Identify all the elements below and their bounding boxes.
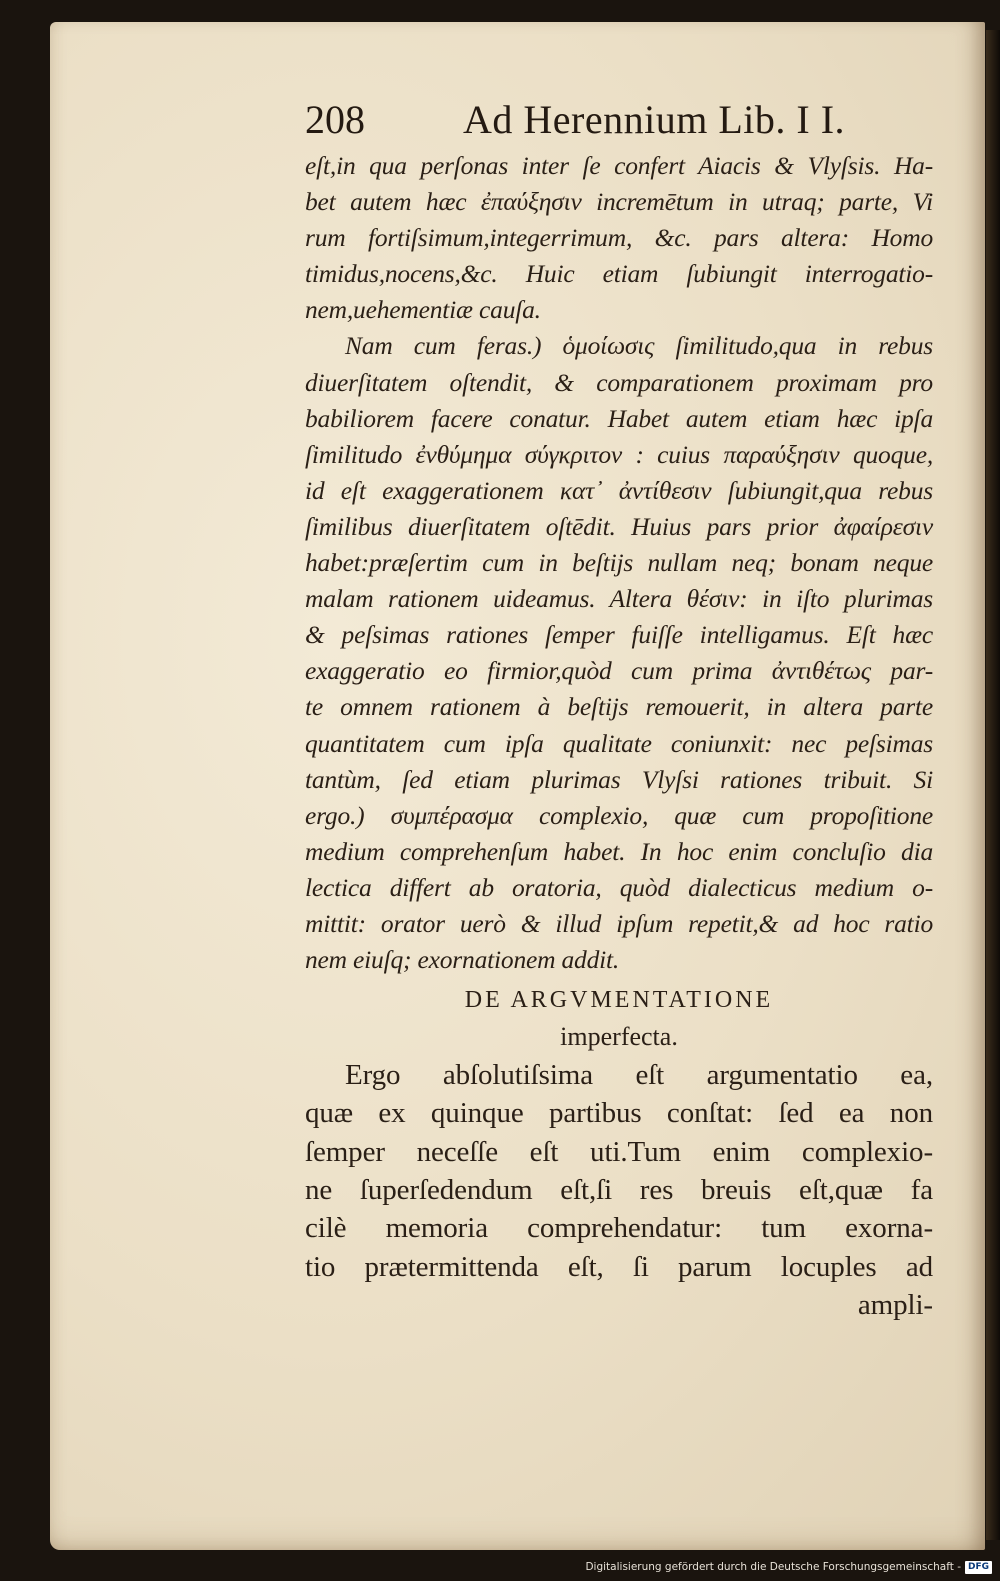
text-line: nem eiuſq; exornationem addit. (305, 945, 620, 975)
text-line: timidus,nocens,&c. Huic etiam ſubiungit interrogatio- (305, 259, 933, 289)
text-line: tantùm, ſed etiam plurimas Vlyſsi rationes tribuit. Si (305, 764, 933, 794)
page-number: 208 (305, 97, 365, 142)
credit-text: Digitalisierung gefördert durch die Deutsche Forschungsgemeinschaft - (585, 1561, 961, 1573)
text-line: ne ſuperſedendum eſt,ſi res breuis eſt,quæ fa (305, 1174, 933, 1207)
running-title: Ad Herennium Lib. I I. (463, 97, 846, 142)
text-line: quantitatem cum ipſa qualitate coniunxit: nec peſsimas (305, 728, 933, 758)
section-heading: DE ARGVMENTATIONE (464, 987, 774, 1014)
text-line: & peſsimas rationes ſemper fuiſſe intelligamus. Eſt hæc (305, 620, 933, 650)
text-line: diuerſitatem oſtendit, & comparationem proximam pro (305, 367, 933, 397)
text-line: quæ ex quinque partibus conſtat: ſed ea non (305, 1097, 933, 1130)
text-line: tio prætermittenda eſt, ſi parum locuples ad (305, 1250, 933, 1283)
text-line: cilè memoria comprehendatur: tum exorna- (305, 1212, 933, 1245)
text-line: ſemper neceſſe eſt uti.Tum enim complexio- (305, 1135, 933, 1168)
text-line: eſt,in qua perſonas inter ſe confert Aiacis & Vlyſsis. Ha- (305, 151, 933, 180)
text-line: te omnem rationem à beſtijs remouerit, in altera parte (305, 692, 933, 722)
section-subheading: imperfecta. (560, 1022, 678, 1052)
digitization-credit (585, 1559, 992, 1575)
book-gutter-shadow (986, 30, 1000, 1540)
text-block (305, 148, 933, 1324)
text-line: malam rationem uideamus. Altera θέσιν: in iſto plurimas (305, 584, 933, 614)
text-line: id eſt exaggerationem κατ᾽ ἀντίθεσιν ſubiungit,qua rebus (305, 475, 933, 505)
text-line: habet:præſertim cum in beſtijs nullam neq; bonam neque (305, 548, 933, 578)
catchword: ampli- (857, 1288, 933, 1321)
text-line: ſimilitudo ἐνθύμημα σύγκριτον : cuius παραύξησιν quoque, (305, 439, 933, 469)
text-line: nem,uehementiæ cauſa. (305, 295, 541, 325)
text-line: ſimilibus diuerſitatem oſtēdit. Huius pars prior ἀφαίρεσιν (305, 511, 933, 541)
text-line: rum fortiſsimum,integerrimum, &c. pars altera: Homo (305, 223, 933, 253)
text-line: babiliorem facere conatur. Habet autem etiam hæc ipſa (305, 403, 933, 433)
text-line: Nam cum feras.) ὁμοίωσις ſimilitudo,qua in rebus (345, 331, 933, 361)
text-line: exaggeratio eo firmior,quòd cum prima ἀντιθέτως par- (305, 656, 933, 686)
page-header (305, 96, 845, 146)
text-line: Ergo abſolutiſsima eſt argumentatio ea, (345, 1059, 933, 1092)
text-line: lectica differt ab oratoria, quòd dialecticus medium o- (305, 872, 933, 902)
text-line: medium comprehenſum habet. In hoc enim concluſio dia (305, 836, 933, 866)
text-line: mittit: orator uerò & illud ipſum repetit,& ad hoc ratio (305, 908, 933, 938)
text-line: ergo.) συμπέρασμα complexio, quæ cum propoſitione (305, 800, 933, 830)
text-line: bet autem hæc ἐπαύξησιν incremētum in utraq; parte, Vi (305, 187, 933, 217)
dfg-logo: DFG (965, 1561, 992, 1574)
